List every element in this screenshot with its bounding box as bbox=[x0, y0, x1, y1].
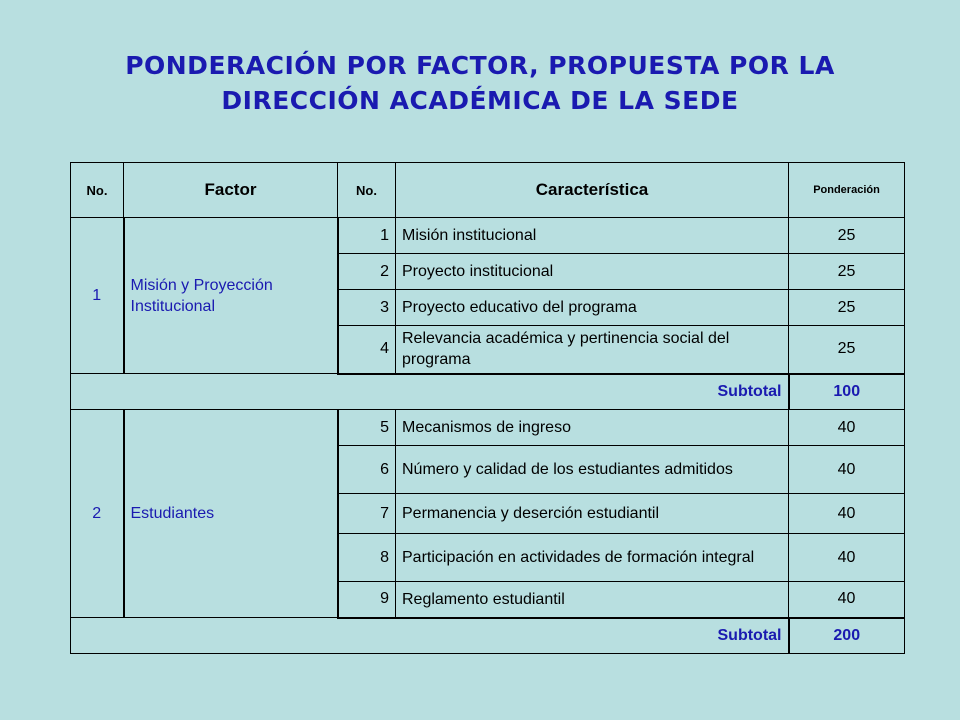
characteristic-name: Relevancia académica y pertinencia social del programa bbox=[396, 326, 789, 374]
characteristic-name: Participación en actividades de formación integral bbox=[396, 534, 789, 582]
factor-name: Misión y Proyección Institucional bbox=[124, 218, 338, 374]
subtotal-value: 100 bbox=[789, 374, 905, 410]
subtotal-label: Subtotal bbox=[71, 618, 789, 654]
characteristic-weight: 40 bbox=[789, 534, 905, 582]
factor-name: Estudiantes bbox=[124, 410, 338, 618]
header-characteristic-no: No. bbox=[338, 163, 396, 218]
characteristic-name: Proyecto educativo del programa bbox=[396, 290, 789, 326]
table-row bbox=[71, 218, 905, 254]
title-line-2: DIRECCIÓN ACADÉMICA DE LA SEDE bbox=[221, 86, 739, 115]
page-title bbox=[60, 48, 900, 118]
characteristic-number: 2 bbox=[338, 254, 396, 290]
subtotal-row bbox=[71, 374, 905, 410]
subtotal-row bbox=[71, 618, 905, 654]
weighting-table bbox=[70, 162, 905, 654]
characteristic-weight: 40 bbox=[789, 410, 905, 446]
characteristic-name: Proyecto institucional bbox=[396, 254, 789, 290]
characteristic-weight: 40 bbox=[789, 494, 905, 534]
header-row bbox=[71, 163, 905, 218]
characteristic-name: Misión institucional bbox=[396, 218, 789, 254]
factor-number: 1 bbox=[71, 218, 124, 374]
characteristic-weight: 25 bbox=[789, 218, 905, 254]
characteristic-name: Número y calidad de los estudiantes admitidos bbox=[396, 446, 789, 494]
characteristic-number: 9 bbox=[338, 582, 396, 618]
characteristic-name: Mecanismos de ingreso bbox=[396, 410, 789, 446]
characteristic-number: 1 bbox=[338, 218, 396, 254]
characteristic-weight: 40 bbox=[789, 446, 905, 494]
header-weight: Ponderación bbox=[789, 163, 905, 218]
characteristic-name: Permanencia y deserción estudiantil bbox=[396, 494, 789, 534]
characteristic-weight: 25 bbox=[789, 326, 905, 374]
characteristic-number: 3 bbox=[338, 290, 396, 326]
header-factor-no: No. bbox=[71, 163, 124, 218]
title-line-1: PONDERACIÓN POR FACTOR, PROPUESTA POR LA bbox=[125, 51, 835, 80]
characteristic-number: 6 bbox=[338, 446, 396, 494]
subtotal-value: 200 bbox=[789, 618, 905, 654]
characteristic-number: 7 bbox=[338, 494, 396, 534]
subtotal-label: Subtotal bbox=[71, 374, 789, 410]
characteristic-number: 8 bbox=[338, 534, 396, 582]
characteristic-weight: 40 bbox=[789, 582, 905, 618]
characteristic-name: Reglamento estudiantil bbox=[396, 582, 789, 618]
table-row bbox=[71, 410, 905, 446]
header-characteristic: Característica bbox=[396, 163, 789, 218]
characteristic-weight: 25 bbox=[789, 254, 905, 290]
header-factor: Factor bbox=[124, 163, 338, 218]
characteristic-number: 4 bbox=[338, 326, 396, 374]
factor-number: 2 bbox=[71, 410, 124, 618]
characteristic-weight: 25 bbox=[789, 290, 905, 326]
characteristic-number: 5 bbox=[338, 410, 396, 446]
